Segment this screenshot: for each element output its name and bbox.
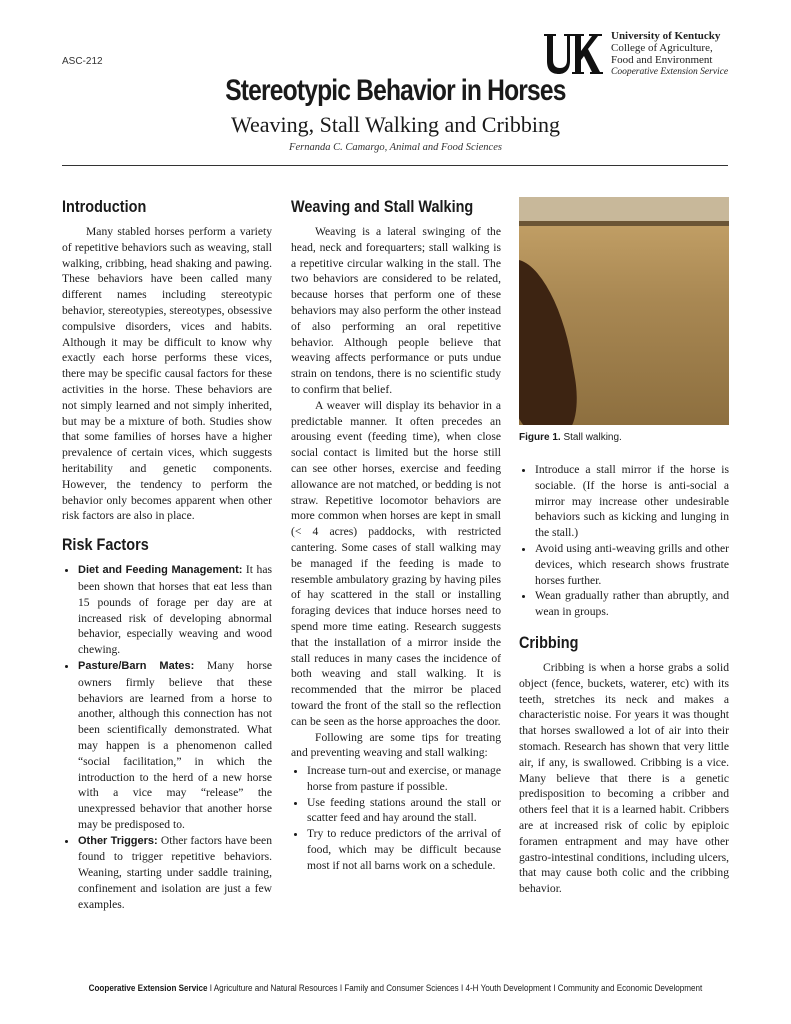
list-item: • Wean gradually rather than abruptly, and wean in groups. [535,588,729,620]
heading-introduction: Introduction [62,197,147,216]
item-label: Other Triggers: [78,834,158,847]
weaving-paragraph-3: Following are some tips for treating and preventing weaving and stall walking: [291,730,501,760]
list-item: • Introduce a stall mirror if the horse is sociable. (If the horse is anti-social a mirror may increase other undesirable behaviors such as kicking and lunging in the stall.) [535,462,729,541]
footer [40,983,752,993]
stall-walking-photo [519,197,729,425]
heading-cribbing: Cribbing [519,632,579,652]
extension-service: Cooperative Extension Service [611,67,729,77]
document-subtitle: Weaving, Stall Walking and Cribbing [230,112,561,137]
list-item: • Use feeding stations around the stall or scatter feed and hay around the stall. [307,795,501,827]
university-info [611,30,728,78]
publication-code: ASC-212 [62,56,103,67]
weaving-paragraph-1: Weaving is a lateral swinging of the head, neck and forequarters; stall walking is a repetitive circular walking in the stall. The two behaviors are considered to be related, because horses that perform one of these behaviors may also perform the other instead of also performing an oral repetitive behavior. Although people believe that weaving affects performance or puts undue strain on tendons, there is no scientific study to confirm that belief. [291,225,501,396]
stall-trim [519,221,729,226]
footer-programs: I Agriculture and Natural Resources I Family and Consumer Sciences I 4-H Youth Development I Community and Economic Development [207,983,703,993]
more-tips-list [519,462,729,620]
cribbing-paragraph: Cribbing is when a horse grabs a solid object (fence, buckets, waterer, etc) with its teeth, stretches its neck and makes a characteristic noise. For years it was thought that horses swallowed a lot of air into their stomach. Research has shown that very little air, if any, is swallowed. Cribbing is a vice. Many believe that there is a genetic predisposition to becoming a cribber and others feel that it is a learned habit. Cribbers are at increased risk of colic by epiploic foramen entrapment and may have other gastro-intestinal conditions, including ulcers, that may cause both colic and the cribbing behavior. [519,660,729,896]
list-item [78,658,272,833]
risk-factor-list [62,562,272,913]
horse-head [519,252,584,425]
figure-caption-text: Stall walking. [560,432,622,443]
column-2 [291,196,501,874]
figure-caption [519,432,622,443]
weaving-paragraph-2: A weaver will display its behavior in a predictable manner. It often precedes an arousing event (feeding time), when close social contact is limited but the horse still can see other horses, exercise and feeding allowance are not matched, or bedding is not straw. Repetitive locomotor behaviors are more common when horses are kept in small (< 4 acres) paddocks, with restricted cantering. Some cases of stall walking may be managed if the feeding is made to resemble ambulatory grazing by having piles of hay scattered in the stall or installing foraging devices that induce horses need to spend more time eating. Research suggests that the installation of a mirror inside the stall reduces in many cases the incidence of both weaving and stall walking. It is recommended that the mirror be placed toward the front of the stall so the reflection can be seen as the horse approaches the door. [291,398,501,728]
college-name: College of Agriculture, [611,42,713,54]
stall-wall [519,197,729,223]
list-item: • Increase turn-out and exercise, or manage horse from pasture if possible. [307,763,501,795]
heading-risk-factors: Risk Factors [62,535,149,555]
list-item: • Try to reduce predictors of the arrival of food, which may be difficult because most if not all barns work on a schedule. [307,826,501,873]
column-3 [519,462,729,897]
list-item [78,833,272,913]
list-item: • Avoid using anti-weaving grills and other devices, which research shows frustrate horses further. [535,541,729,588]
list-item [78,562,272,658]
document-title: Stereotypic Behavior in Horses [225,74,566,107]
item-text: Other factors have been found to trigger repetitive behaviors. Weaning, starting under saddle training, confinement and isolation are just a few examples. [78,833,272,911]
uk-logo [542,30,604,78]
heading-weaving: Weaving and Stall Walking [291,197,474,216]
tips-list [291,763,501,874]
item-label: Diet and Feeding Management: [78,564,243,577]
item-label: Pasture/Barn Mates: [78,659,195,672]
university-name: University of Kentucky [611,30,721,42]
header-divider [62,165,728,166]
column-1 [62,196,272,913]
footer-service: Cooperative Extension Service [88,983,208,993]
item-text: It has been shown that horses that eat less than 15 pounds of forage per day are at increased risk of developing abnormal behavior, especially weaving and wood chewing. [78,563,272,657]
college-name-2: Food and Environment [611,54,713,66]
item-text: Many horse owners firmly believe that these behaviors are learned from a horse to another, although this connection has not been scientifically demonstrated. What may happen is a phenomenon called “social facilitation,” in which the introduction to the herd of a new horse with a vice may “release” the unexpressed behavior that another horse may be predisposed to. [78,658,272,831]
figure-label: Figure 1. [519,432,561,443]
author-line: Fernanda C. Camargo, Animal and Food Sciences [289,142,502,153]
intro-paragraph: Many stabled horses perform a variety of repetitive behaviors such as weaving, stall walking, cribbing, head shaking and pawing. These behaviors have been called many different names including stereotypic behavior, stereotypies, stereotypes, obsessive compulsive disorders, vices and habits. Although it may be difficult to know why exactly each horse performs these vices, there may be specific causal factors for these activities in the horse. These behaviors are not simply learned and not simply inherited, but may be a mixture of both. Studies show that some families of horses have a higher prevalence of certain vices, which suggests heritability and genetic components. However, the tendency to perform the behavior only becomes apparent when other risk factors are also in place. [62,225,272,523]
